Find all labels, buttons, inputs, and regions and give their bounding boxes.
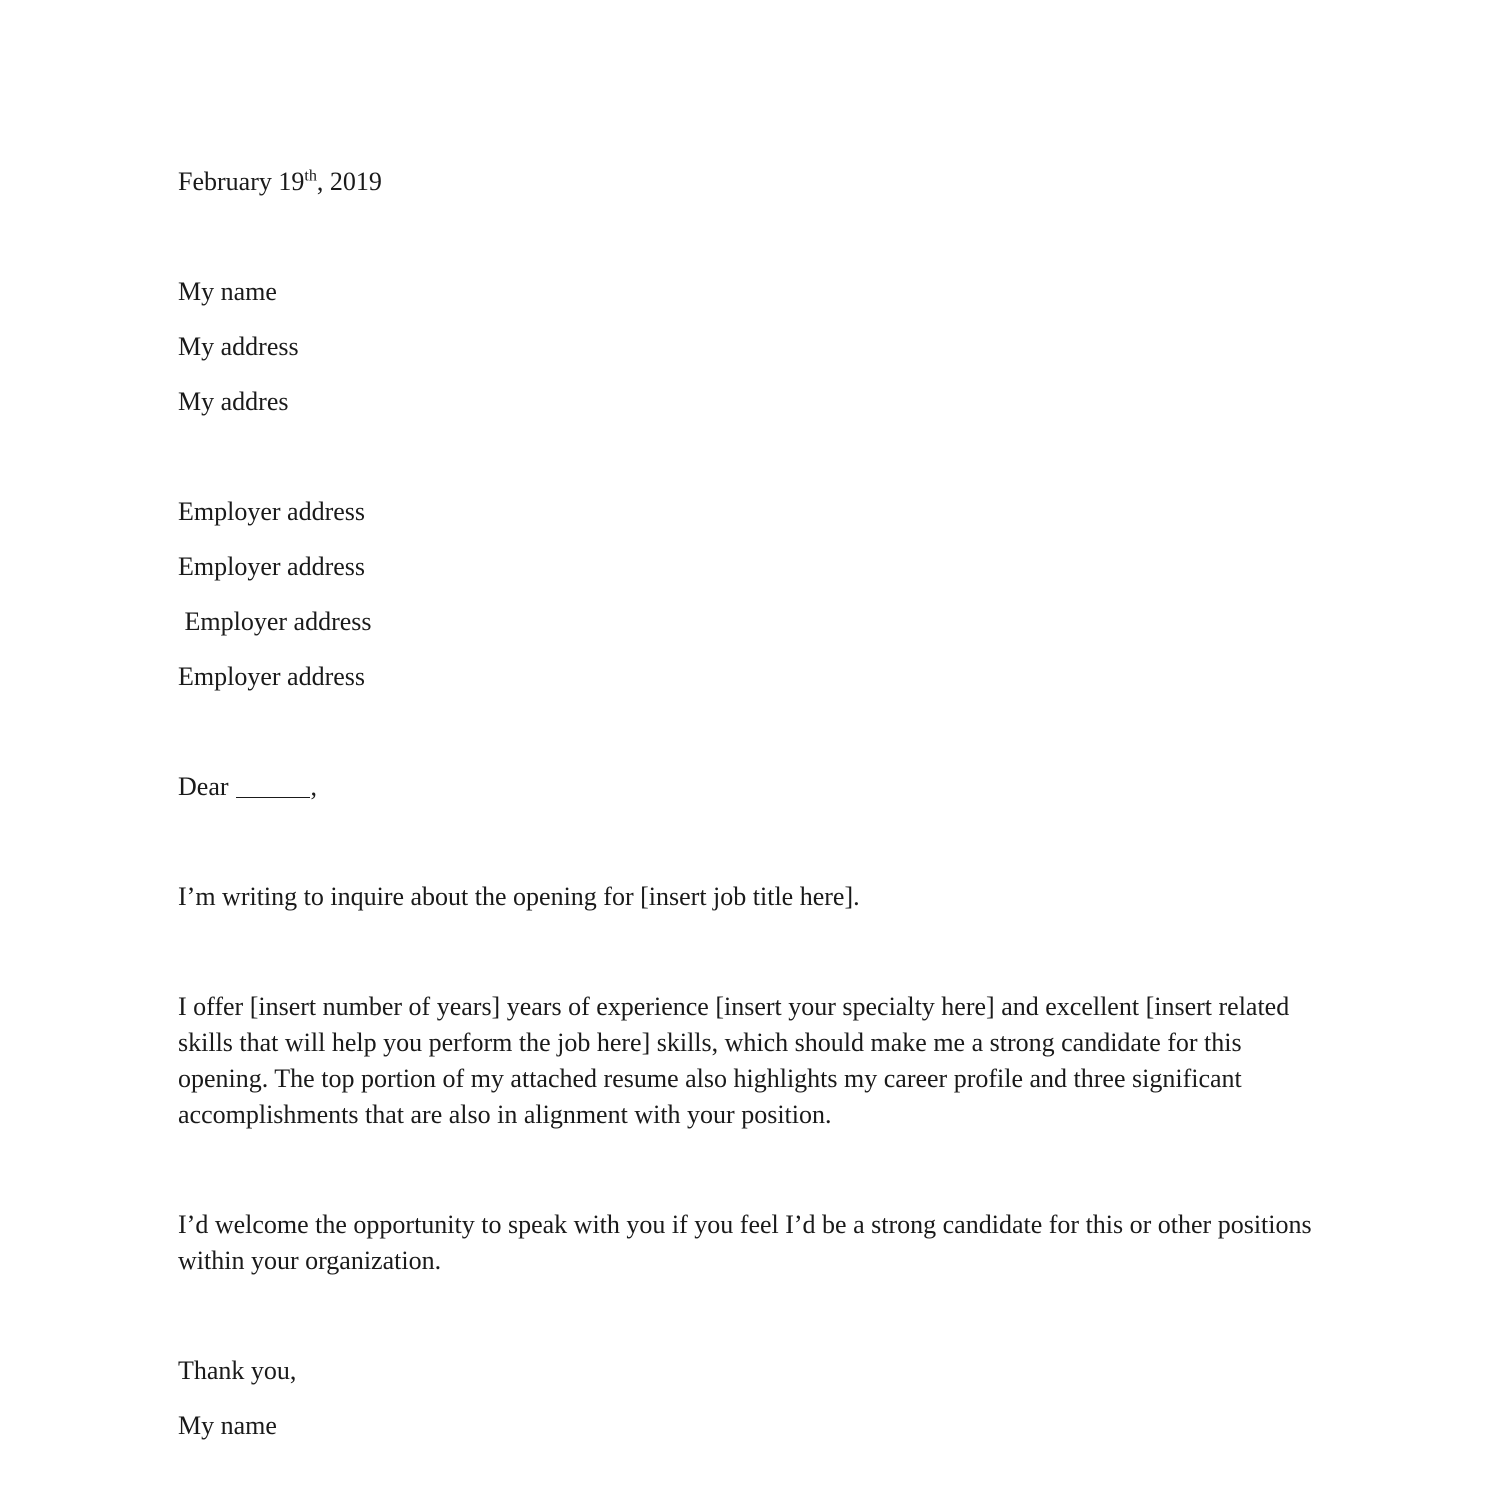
employer-address-line-1: Employer address xyxy=(178,497,366,526)
closing-signature: My name xyxy=(178,1411,277,1440)
closing-thanks: Thank you, xyxy=(178,1356,297,1385)
salutation-prefix: Dear xyxy=(178,772,229,801)
employer-address-line-3: Employer address xyxy=(178,607,372,636)
employer-address-line-4: Employer address xyxy=(178,662,366,691)
paragraph-experience: I offer [insert number of years] years of experience [insert your specialty here] and excellent [insert related skills that will help you perform the job here] skills, which should make me a strong candidate for this opening. The top portion of my attached resume also highlights my career profile and three significant accomplishments that are also in alignment with your position. xyxy=(178,992,1296,1129)
salutation-suffix: , xyxy=(310,772,318,801)
salutation-line xyxy=(178,769,1316,805)
date-ordinal-suffix: th xyxy=(304,167,317,185)
sender-name: My name xyxy=(178,277,277,306)
paragraph-welcome: I’d welcome the opportunity to speak with you if you feel I’d be a strong candidate for this or other positions within your organization. xyxy=(178,1210,1319,1275)
date-year: , 2019 xyxy=(316,167,382,196)
employer-address-line-2: Employer address xyxy=(178,552,366,581)
sender-address-line-2: My addres xyxy=(178,387,289,416)
date-line xyxy=(178,164,1316,200)
salutation-blank xyxy=(236,796,310,798)
sender-address-line-1: My address xyxy=(178,332,299,361)
date-main: February 19 xyxy=(178,167,305,196)
paragraph-inquiry: I’m writing to inquire about the opening for [insert job title here]. xyxy=(178,882,860,911)
